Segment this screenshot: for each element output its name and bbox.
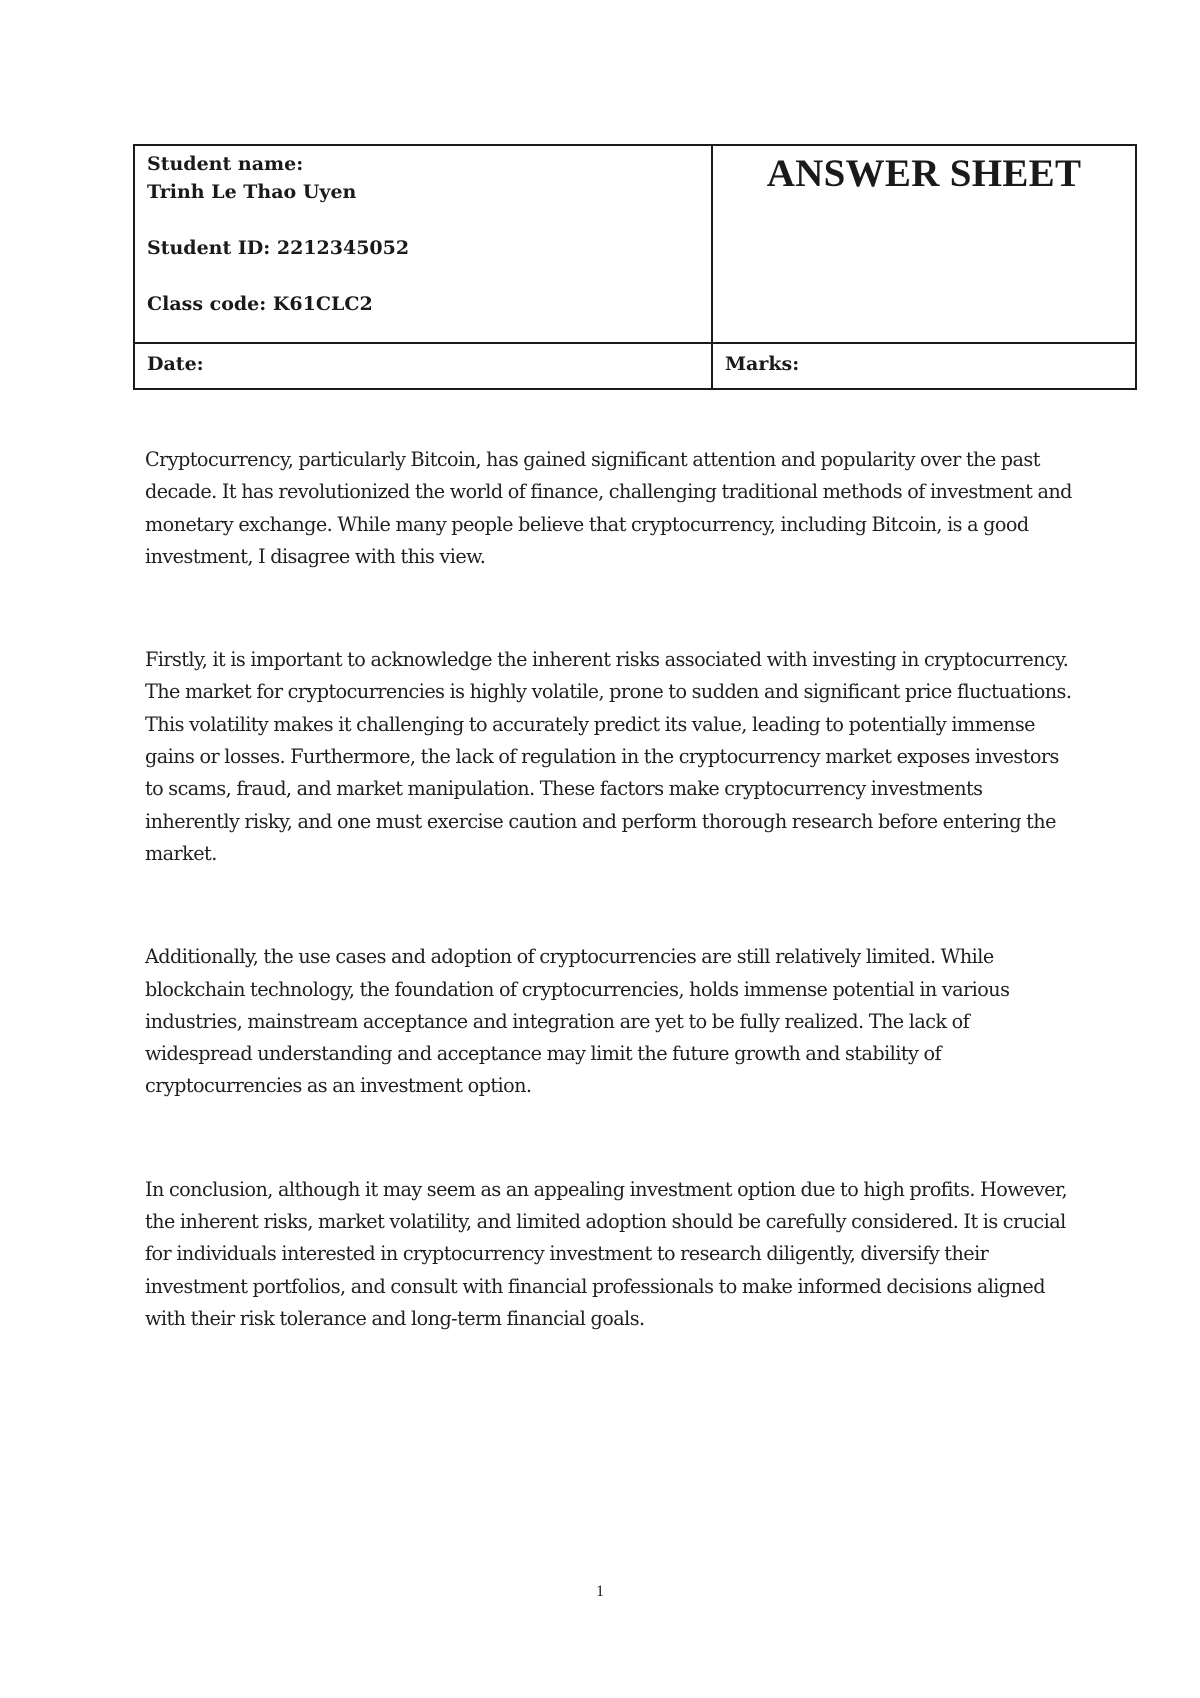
marks-cell [713,344,1135,388]
page-title: ANSWER SHEET [766,152,1082,195]
essay-paragraph-risks: Firstly, it is important to acknowledge the inherent risks associated with investing in cryptocurrency. The market for cryptocurrencies is highly volatile, prone to sudden and significant price fluctuations. This volatility makes it challenging to accurately predict its value, leading to potentially immense gains or losses. Furthermore, the lack of regulation in the cryptocurrency market exposes investors to scams, fraud, and market manipulation. These factors make cryptocurrency investments inherently risky, and one must exercise caution and perform thorough research before entering the market. [145,648,1072,865]
date-cell [135,344,713,388]
marks-label: Marks: [725,353,800,375]
student-name-value: Trinh Le Thao Uyen [147,181,357,203]
essay-paragraph-intro: Cryptocurrency, particularly Bitcoin, has gained significant attention and popularity over the past decade. It has revolutionized the world of finance, challenging traditional methods of investment and monetary exchange. While many people believe that cryptocurrency, including Bitcoin, is a good investment, I disagree with this view. [145,448,1072,568]
title-cell [713,146,1135,344]
date-label: Date: [147,353,204,375]
essay-paragraph-adoption: Additionally, the use cases and adoption of cryptocurrencies are still relatively limited. While blockchain technology, the foundation of cryptocurrencies, holds immense potential in various industries, mainstream acceptance and integration are yet to be fully realized. The lack of widespread understanding and acceptance may limit the future growth and stability of cryptocurrencies as an investment option. [145,945,1010,1098]
essay-body [145,444,1075,1335]
student-name-label: Student name: [147,153,304,175]
student-id: Student ID: 2212345052 [147,237,410,259]
answer-sheet-header-table [133,144,1137,390]
student-info-cell [135,146,713,344]
class-code: Class code: K61CLC2 [147,293,373,315]
essay-paragraph-conclusion: In conclusion, although it may seem as an appealing investment option due to high profits. However, the inherent risks, market volatility, and limited adoption should be carefully considered. It is crucial for individuals interested in cryptocurrency investment to research diligently, diversify their investment portfolios, and consult with financial professionals to make informed decisions aligned with their risk tolerance and long-term financial goals. [145,1177,1068,1330]
page-number: 1 [596,1583,604,1600]
